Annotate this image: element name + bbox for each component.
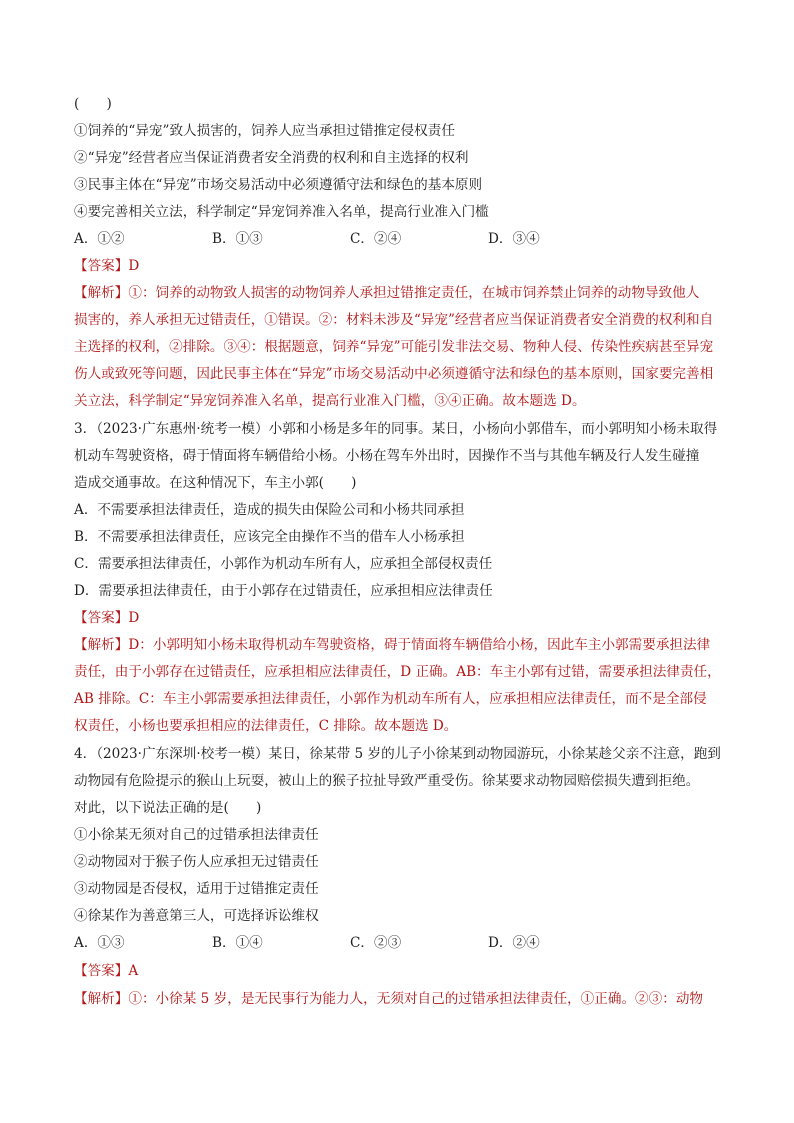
q3-choice-c: C．需要承担法律责任，小郭作为机动车所有人，应承担全部侵权责任 bbox=[74, 556, 493, 572]
q4-stem-line-1: 4．（2023·广东深圳·校考一模）某日，徐某带 5 岁的儿子小徐某到动物园游玩，小徐某趁父亲不注意，跑到 bbox=[74, 746, 721, 762]
q2-option-c: C．②④ bbox=[350, 231, 402, 247]
answer-value: A bbox=[128, 963, 139, 979]
q2-stem-tail: ( ) bbox=[74, 96, 112, 112]
q2-statement-2: ②“异宠”经营者应当保证消费者安全消费的权利和自主选择的权利 bbox=[74, 150, 469, 166]
q4-answer bbox=[74, 962, 138, 980]
answer-label: 【答案】 bbox=[74, 963, 129, 979]
q4-option-c: C．②③ bbox=[350, 935, 402, 951]
q2-statement-4: ④要完善相关立法，科学制定“异宠饲养准入名单，提高行业准入门槛 bbox=[74, 204, 489, 220]
answer-label: 【答案】 bbox=[74, 258, 129, 274]
q2-option-a: A．①② bbox=[74, 231, 125, 247]
q3-stem-line-2: 机动车驾驶资格，碍于情面将车辆借给小杨。小杨在驾车外出时，因操作不当与其他车辆及行人发生碰撞 bbox=[74, 448, 700, 464]
q3-analysis-line-3: AB 排除。C：车主小郭需要承担法律责任，小郭作为机动车所有人，应承担相应法律责任，而不是全部侵 bbox=[74, 691, 707, 707]
q4-stem-line-3: 对此，以下说法正确的是( ) bbox=[74, 800, 262, 816]
analysis-label: 【解析】 bbox=[74, 991, 129, 1007]
q4-stem-line-2: 动物园有危险提示的猴山上玩耍，被山上的猴子拉扯导致严重受伤。徐某要求动物园赔偿损失遭到拒绝。 bbox=[74, 773, 700, 789]
q2-statement-1: ①饲养的“异宠”致人损害的，饲养人应当承担过错推定侵权责任 bbox=[74, 123, 455, 139]
answer-label: 【答案】 bbox=[74, 610, 129, 626]
q3-choice-a: A．不需要承担法律责任，造成的损失由保险公司和小杨共同承担 bbox=[74, 502, 465, 518]
answer-value: D bbox=[128, 610, 140, 626]
q2-analysis-line-5: 关立法，科学制定“异宠饲养准入名单，提高行业准入门槛，③④正确。故本题选 D。 bbox=[74, 393, 586, 409]
q2-option-b: B．①③ bbox=[212, 231, 263, 247]
q3-stem-line-3: 造成交通事故。在这种情况下，车主小郭( ) bbox=[74, 475, 357, 491]
q2-statement-3: ③民事主体在“异宠”市场交易活动中必须遵循守法和绿色的基本原则 bbox=[74, 177, 483, 193]
answer-value: D bbox=[128, 258, 140, 274]
q3-analysis-line-4: 权责任，小杨也要承担相应的法律责任，C 排除。故本题选 D。 bbox=[74, 718, 458, 734]
q2-analysis-line-4: 伤人或致死等问题，因此民事主体在“异宠”市场交易活动中必须遵循守法和绿色的基本原则，国家要完善相 bbox=[74, 366, 714, 382]
q4-option-b: B．①④ bbox=[212, 935, 263, 951]
q3-analysis-line-2: 责任，由于小郭存在过错责任，应承担相应法律责任，D 正确。AB：车主小郭有过错，需要承担法律责任， bbox=[74, 664, 721, 680]
q4-option-a: A．①③ bbox=[74, 935, 125, 951]
analysis-label: 【解析】 bbox=[74, 285, 129, 301]
q3-analysis-line-1: 【解析】D：小郭明知小杨未取得机动车驾驶资格，碍于情面将车辆借给小杨，因此车主小郭需要承担法律 bbox=[74, 637, 711, 653]
q2-answer bbox=[74, 257, 139, 275]
q4-option-d: D．②④ bbox=[488, 935, 540, 951]
q3-choice-b: B．不需要承担法律责任，应该完全由操作不当的借车人小杨承担 bbox=[74, 529, 465, 545]
q2-analysis-line-3: 主选择的权利，②排除。③④：根据题意，饲养“异宠”可能引发非法交易、物种人侵、传染性疾病甚至异宠 bbox=[74, 339, 714, 355]
q3-stem-line-1: 3．（2023·广东惠州·统考一模）小郭和小杨是多年的同事。某日，小杨向小郭借车，而小郭明知小杨未取得 bbox=[74, 421, 718, 437]
q4-statement-3: ③动物园是否侵权，适用于过错推定责任 bbox=[74, 881, 319, 897]
q4-statement-2: ②动物园对于猴子伤人应承担无过错责任 bbox=[74, 854, 319, 870]
q2-analysis-line-1: 【解析】①：饲养的动物致人损害的动物饲养人承担过错推定责任，在城市饲养禁止饲养的动物导致他人 bbox=[74, 285, 700, 301]
q4-analysis-line-1: 【解析】①：小徐某 5 岁，是无民事行为能力人，无须对自己的过错承担法律责任，①正确。②③：动物 bbox=[74, 991, 704, 1007]
q2-analysis-line-2: 损害的，养人承担无过错责任，①错误。②：材料未涉及“异宠”经营者应当保证消费者安全消费的权利和自 bbox=[74, 312, 714, 328]
q4-statement-1: ①小徐某无须对自己的过错承担法律责任 bbox=[74, 827, 319, 843]
q3-answer bbox=[74, 609, 139, 627]
q3-choice-d: D．需要承担法律责任，由于小郭存在过错责任，应承担相应法律责任 bbox=[74, 583, 493, 599]
analysis-label: 【解析】 bbox=[74, 637, 129, 653]
q2-option-d: D．③④ bbox=[488, 231, 540, 247]
q4-statement-4: ④徐某作为善意第三人，可选择诉讼维权 bbox=[74, 908, 319, 924]
